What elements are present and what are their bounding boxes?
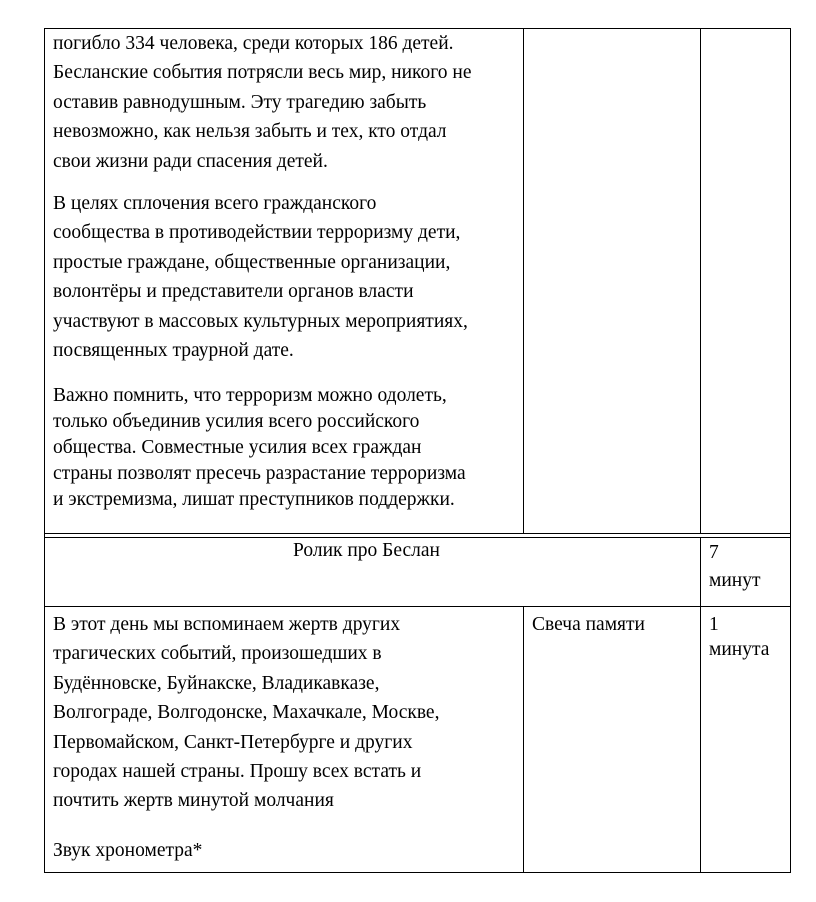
text-line: страны позволят пресечь разрастание терроризма bbox=[53, 463, 466, 484]
text-line: В целях сплочения всего гражданского bbox=[53, 193, 377, 214]
table-border-left bbox=[44, 28, 45, 873]
text-line: погибло 334 человека, среди которых 186 детей. bbox=[53, 33, 454, 54]
text-line: В этот день мы вспоминаем жертв других bbox=[53, 614, 401, 635]
table-border-bottom bbox=[44, 872, 791, 873]
row-separator-1 bbox=[44, 533, 791, 534]
text-line: сообщества в противодействии терроризму дети, bbox=[53, 222, 461, 244]
text-line: свои жизни ради спасения детей. bbox=[53, 150, 328, 172]
text-line: Будённовске, Буйнакске, Владикавказе, bbox=[53, 672, 380, 694]
row1-paragraph-3 bbox=[53, 383, 466, 513]
text-line: Первомайском, Санкт-Петербурге и других bbox=[53, 731, 413, 753]
col-separator-1-row3 bbox=[523, 606, 524, 873]
text-line: Волгограде, Волгодонске, Махачкале, Москве, bbox=[53, 702, 440, 724]
col-separator-2-row2 bbox=[700, 537, 701, 607]
col-separator-2-row3 bbox=[700, 606, 701, 873]
text-line: почтить жертв минутой молчания bbox=[53, 790, 334, 812]
text-line: простые граждане, общественные организации, bbox=[53, 251, 451, 273]
text-line: общества. Совместные усилия всех граждан bbox=[53, 437, 422, 458]
text-line: участвуют в массовых культурных мероприятиях, bbox=[53, 310, 468, 332]
row3-activity: Свеча памяти bbox=[532, 614, 645, 635]
row3-time-number: 1 bbox=[709, 614, 719, 635]
text-line: волонтёры и представители органов власти bbox=[53, 281, 414, 303]
row3-paragraph bbox=[53, 610, 439, 816]
row-separator-2 bbox=[44, 606, 791, 607]
row1-paragraph-2 bbox=[53, 189, 468, 365]
text-line: только объединив усилия всего российского bbox=[53, 411, 420, 432]
row3-time-unit: минута bbox=[709, 639, 770, 660]
text-line: оставив равнодушным. Эту трагедию забыть bbox=[53, 91, 427, 113]
text-line: и экстремизма, лишат преступников поддержки. bbox=[53, 489, 455, 510]
col-separator-2-row1 bbox=[700, 28, 701, 534]
text-line: невозможно, как нельзя забыть и тех, кто отдал bbox=[53, 121, 447, 143]
text-line: посвященных траурной дате. bbox=[53, 340, 294, 362]
row2-time-number: 7 bbox=[709, 542, 719, 563]
col-separator-1-row1 bbox=[523, 28, 524, 534]
row3-footer-note: Звук хронометра* bbox=[53, 840, 203, 861]
row2-time-unit: минут bbox=[709, 570, 761, 591]
table-border-right bbox=[790, 28, 791, 873]
text-line: городах нашей страны. Прошу всех встать и bbox=[53, 761, 422, 783]
text-line: Важно помнить, что терроризм можно одолеть, bbox=[53, 385, 447, 406]
row2-video-title: Ролик про Беслан bbox=[293, 540, 440, 561]
row1-paragraph-1 bbox=[53, 29, 472, 176]
text-line: Бесланские события потрясли весь мир, никого не bbox=[53, 62, 472, 84]
text-line: трагических событий, произошедших в bbox=[53, 643, 382, 665]
